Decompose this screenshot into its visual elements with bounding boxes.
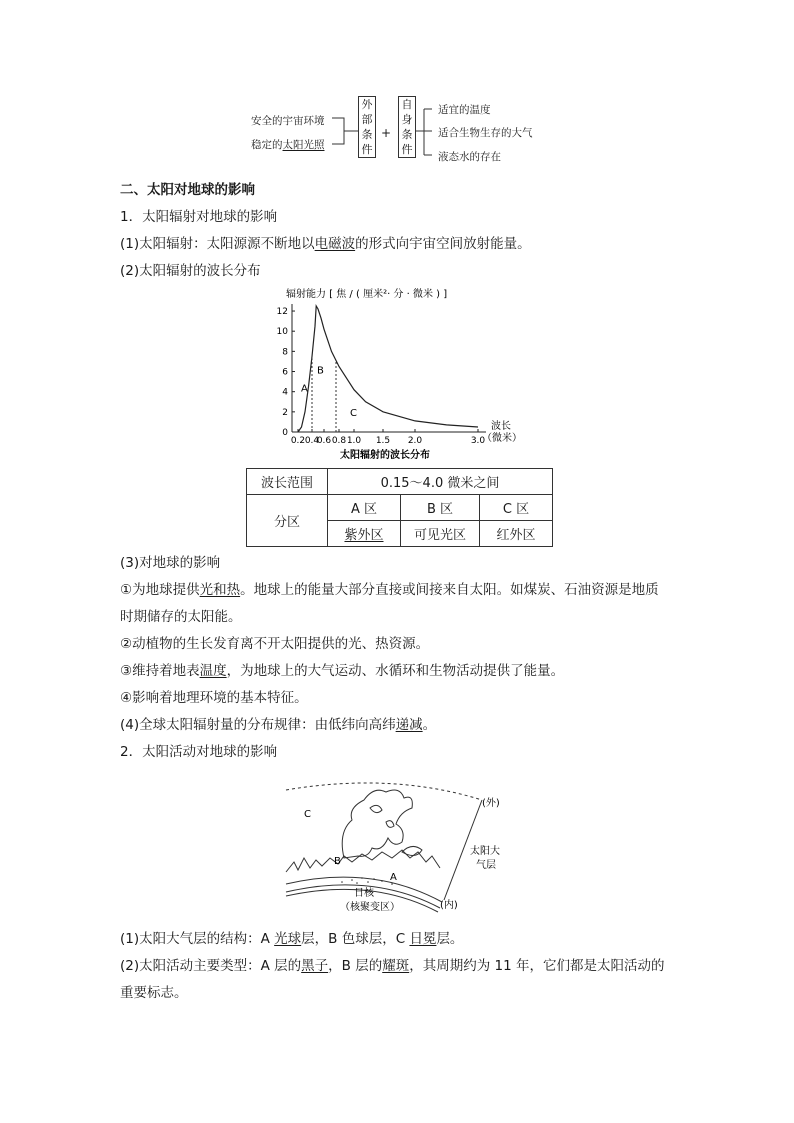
paragraph-radiation: (1)太阳辐射：太阳源源不断地以电磁波的形式向宇宙空间放射能量。 xyxy=(120,236,531,252)
atmosphere-label-line2: 气层 xyxy=(476,860,496,871)
right-item-liquid-water: 液态水的存在 xyxy=(438,151,501,163)
region-label: C xyxy=(350,407,357,419)
y-tick-label: 2 xyxy=(282,407,288,418)
prominence-main xyxy=(342,790,412,858)
chart-xlabel-line1: 波长 xyxy=(491,421,511,432)
effects-heading: (3)对地球的影响 xyxy=(120,555,221,571)
y-tick-label: 8 xyxy=(282,347,288,358)
table-zone-b-name: 可见光区 xyxy=(401,521,480,547)
x-tick-label: 0.8 xyxy=(331,436,347,446)
region-label: A xyxy=(301,383,308,395)
chromosphere-spicules xyxy=(286,850,440,872)
wavelength-chart xyxy=(268,284,540,466)
y-tick-label: 12 xyxy=(276,307,288,318)
chart-ylabel: 辐射能力 [ 焦 / ( 厘米²· 分 · 微米 ) ] xyxy=(286,289,448,300)
left-item-safe-environment: 安全的宇宙环境 xyxy=(251,115,325,127)
y-tick-label: 6 xyxy=(282,367,288,378)
x-tick-label: 2.0 xyxy=(407,436,423,446)
y-tick-label: 4 xyxy=(282,387,288,398)
x-tick-label: 0.2 xyxy=(290,436,306,446)
table-zone-c-name: 红外区 xyxy=(480,521,553,547)
y-tick-label: 10 xyxy=(276,327,288,338)
x-tick-label: 0.4 xyxy=(304,436,320,446)
effect-1-cont: 时期储存的太阳能。 xyxy=(120,609,242,625)
x-tick-label: 1.0 xyxy=(346,436,362,446)
paragraph-wavelength: (2)太阳辐射的波长分布 xyxy=(120,263,261,279)
table-label-range: 波长范围 xyxy=(247,469,328,495)
left-item-stable-sunlight: 稳定的太阳光照 xyxy=(251,139,325,151)
effect-1: ①为地球提供光和热。地球上的能量大部分直接或间接来自太阳。如煤炭、石油资源是地质 xyxy=(120,582,659,598)
table-zone-c: C 区 xyxy=(480,495,553,521)
x-tick-label: 3.0 xyxy=(470,436,486,446)
activity-structure: (1)太阳大气层的结构：A 光球层，B 色球层，C 日冕层。 xyxy=(120,931,464,947)
x-tick-label: 0.6 xyxy=(316,436,332,446)
table-range-value: 0.15～4.0 微米之间 xyxy=(328,469,553,495)
sun-atmosphere-diagram xyxy=(282,772,512,922)
table-label-zone: 分区 xyxy=(247,495,328,547)
layer-label-c: C xyxy=(304,809,311,820)
region-label: B xyxy=(317,365,324,377)
wavelength-table xyxy=(246,468,553,547)
activity-types: (2)太阳活动主要类型：A 层的黑子，B 层的耀斑，其周期约为 11 年，它们都是太阳活动的 xyxy=(120,958,665,974)
prominence-loops xyxy=(370,805,422,855)
box-external-conditions: 外部条件 xyxy=(358,96,376,158)
table-zone-a: A 区 xyxy=(328,495,401,521)
plus-sign: + xyxy=(381,126,392,140)
core-label: 日核 xyxy=(354,888,374,899)
atmosphere-label-line1: 太阳大 xyxy=(470,846,500,857)
left-brace xyxy=(330,108,360,154)
table-zone-a-name: 紫外区 xyxy=(328,521,401,547)
x-tick-label: 1.5 xyxy=(375,436,391,446)
activity-types-cont: 重要标志。 xyxy=(120,985,188,1001)
y-tick-label: 0 xyxy=(282,428,288,438)
effect-3: ③维持着地表温度，为地球上的大气运动、水循环和生物活动提供了能量。 xyxy=(120,663,565,679)
section-heading: 二、太阳对地球的影响 xyxy=(120,182,255,198)
effect-2: ②动植物的生长发育离不开太阳提供的光、热资源。 xyxy=(120,636,430,652)
subsection-radiation: 1．太阳辐射对地球的影响 xyxy=(120,209,278,225)
distribution-rule: (4)全球太阳辐射量的分布规律：由低纬向高纬递减。 xyxy=(120,717,437,733)
chart-xlabel-line2: （微米） xyxy=(482,433,522,444)
layer-label-b: B xyxy=(334,856,341,867)
chart-title: 太阳辐射的波长分布 xyxy=(340,450,430,461)
box-internal-conditions: 自身条件 xyxy=(398,96,416,158)
right-item-atmosphere: 适合生物生存的大气 xyxy=(438,127,533,139)
core-subtitle: （核聚变区） xyxy=(340,902,400,913)
outer-label: (外) xyxy=(482,798,500,809)
table-zone-b: B 区 xyxy=(401,495,480,521)
effect-4: ④影响着地理环境的基本特征。 xyxy=(120,690,308,706)
radiation-curve xyxy=(298,306,478,432)
inner-label: (内) xyxy=(440,900,458,911)
subsection-activity: 2．太阳活动对地球的影响 xyxy=(120,744,278,760)
layer-label-a: A xyxy=(390,872,397,883)
right-item-temperature: 适宜的温度 xyxy=(438,104,491,116)
right-brace xyxy=(414,100,434,162)
